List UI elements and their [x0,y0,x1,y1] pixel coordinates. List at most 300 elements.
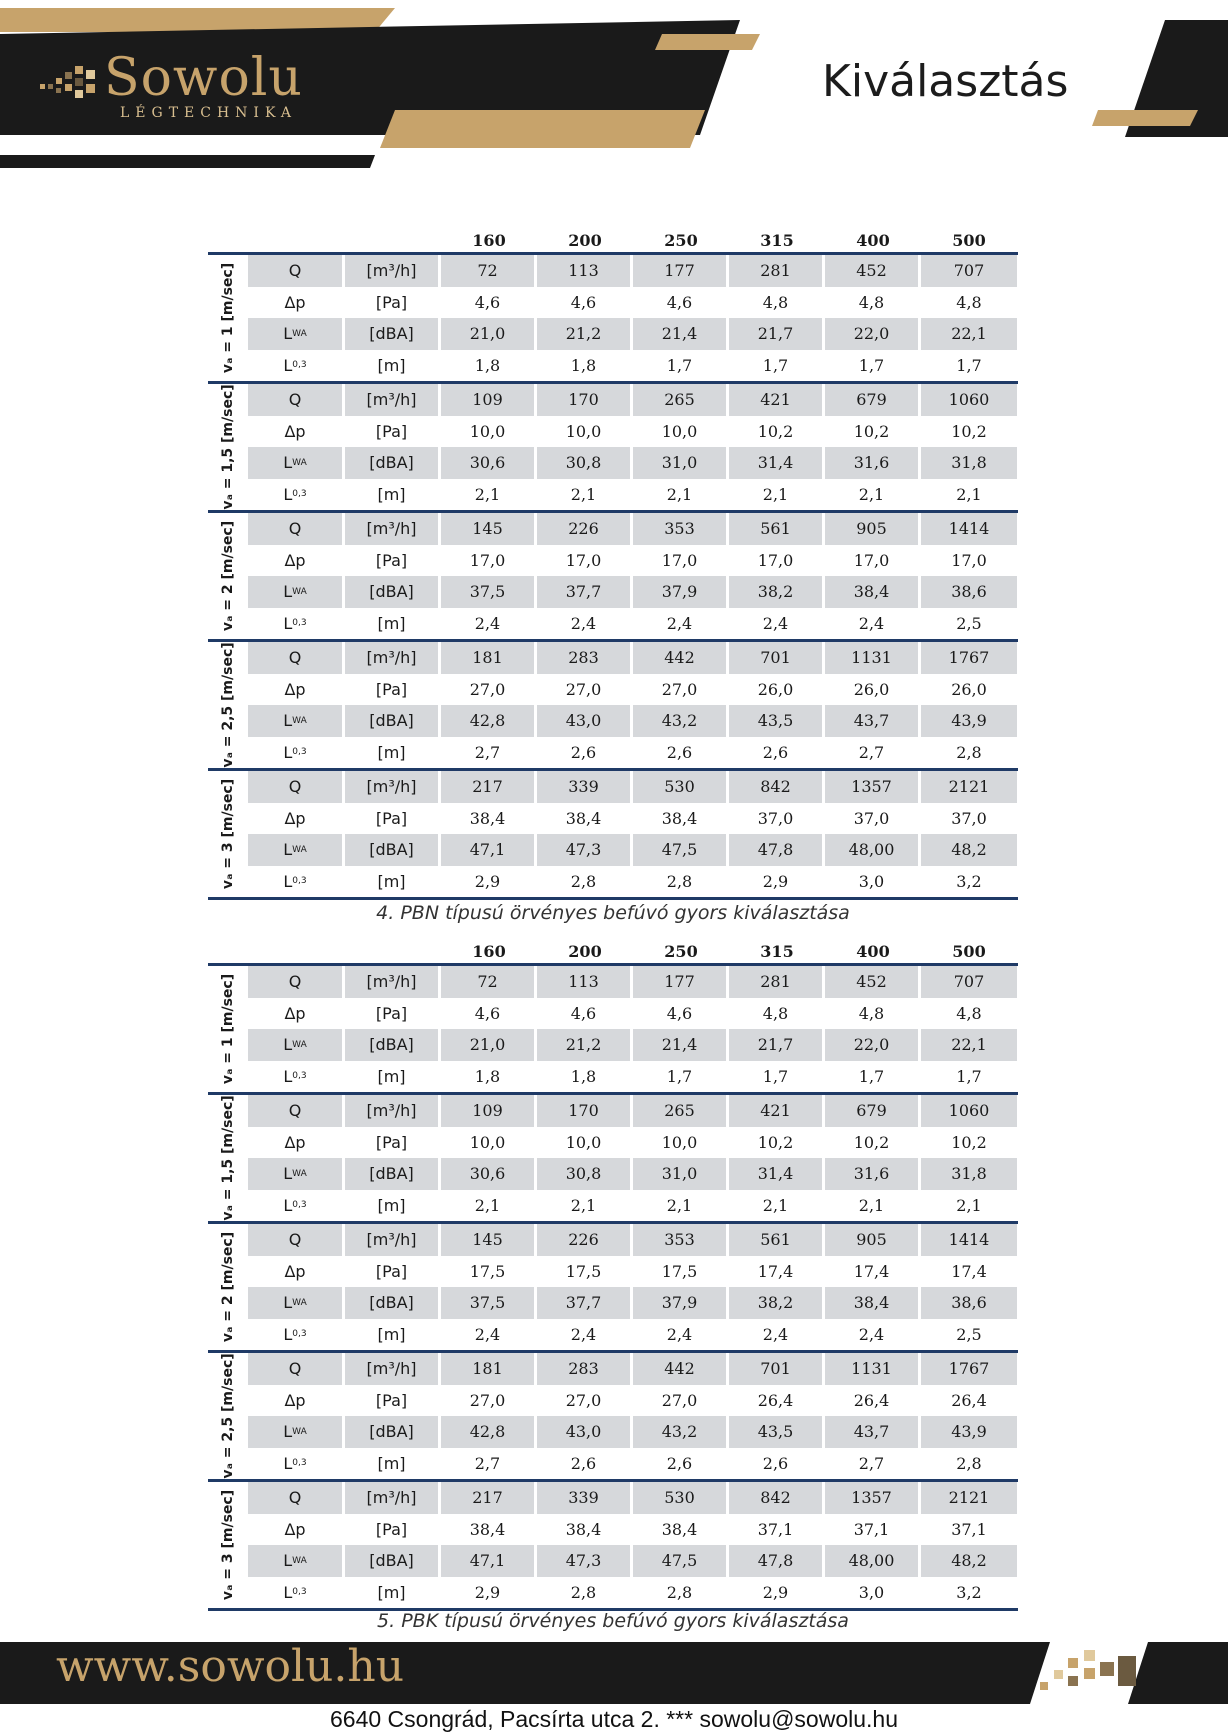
table-cell: 3,0 [825,1577,921,1609]
header-gold-stripe-bottom [380,110,705,148]
footer-website-link[interactable]: www.sowolu.hu [56,1641,405,1692]
velocity-group [208,510,1018,639]
table-cell: 37,5 [441,1287,537,1319]
table-cell: 421 [729,1095,825,1127]
table-cell: 22,1 [921,1029,1017,1061]
table-cell: 37,9 [633,576,729,608]
table-cell: 10,2 [729,1127,825,1159]
pbn-table-caption: 4. PBN típusú örvényes befúvó gyors kiválasztása [376,902,850,924]
table-cell: 4,8 [729,287,825,319]
table-cell: 31,8 [921,447,1017,479]
table-cell: 1,7 [825,350,921,382]
header-gold-stripe-right [655,34,760,50]
velocity-group [208,1092,1018,1221]
table-cell: 26,0 [729,674,825,706]
table-cell: 283 [537,1353,633,1385]
quantity-unit: [m³/h] [345,255,441,287]
table-cell: 37,1 [951,1519,987,1539]
table-cell: 4,8 [729,998,825,1030]
table-cell: 48,00 [825,834,921,866]
table-cell: 2,1 [441,479,537,511]
table-cell: 701 [729,642,825,674]
table-cell: 2,1 [633,1190,729,1222]
velocity-label: vₐ = 1 [m/sec] [220,262,236,374]
table-row [248,1353,1018,1385]
table-cell: 17,5 [441,1256,537,1288]
quantity-symbol: Q [248,1353,345,1385]
table-cell: 26,0 [825,674,921,706]
quantity-unit: [Pa] [345,545,441,577]
table-cell: 2,7 [825,1448,921,1480]
table-row [248,771,1018,803]
quantity-unit: [m] [345,1448,441,1480]
table-cell: 30,8 [537,1158,633,1190]
table-cell: 43,0 [537,705,633,737]
table-cell: 2,8 [537,866,633,898]
table-cell: 1,8 [537,350,633,382]
table-cell: 561 [729,1224,825,1256]
quantity-symbol: L WA [248,1416,345,1448]
table-cell: 1767 [921,642,1017,674]
table-cell: 4,8 [956,292,982,312]
quantity-unit: [dBA] [345,1287,441,1319]
table-cell: 48,2 [921,834,1017,866]
table-cell: 1414 [921,513,1017,545]
quantity-unit: [m³/h] [345,1353,441,1385]
table-cell: 1,7 [729,350,825,382]
logo-subtitle: LÉGTECHNIKA [120,105,297,121]
table-row [248,674,1018,706]
velocity-label: vₐ = 1,5 [m/sec] [220,384,236,510]
velocity-group [208,1221,1018,1350]
table-row [248,1061,1018,1093]
quantity-unit: [m] [345,866,441,898]
table-cell: 43,7 [825,705,921,737]
table-cell: 47,8 [729,1545,825,1577]
quantity-symbol: Q [248,1095,345,1127]
table-cell: 339 [537,771,633,803]
table-cell: 37,5 [441,576,537,608]
table-row [248,287,1018,319]
table-cell: 37,1 [729,1514,825,1546]
table-cell: 2,6 [729,737,825,769]
table-cell: 2,4 [825,1319,921,1351]
footer-mosaic-icon [1040,1650,1136,1690]
table-cell: 339 [537,1482,633,1514]
table-row [248,866,1018,898]
table-cell: 43,2 [633,1416,729,1448]
quantity-symbol: L 0,3 [248,866,345,898]
table-cell: 2,1 [729,1190,825,1222]
table-row [248,1029,1018,1061]
table-cell: 38,4 [633,1514,729,1546]
table-cell: 43,5 [729,705,825,737]
table-cell: 27,0 [633,1385,729,1417]
quantity-unit: [dBA] [345,447,441,479]
table-cell: 1060 [921,384,1017,416]
quantity-unit: [Pa] [345,1385,441,1417]
table-row [248,1514,1018,1546]
header-gold-corner [1092,110,1198,126]
table-cell: 2,4 [537,1319,633,1351]
table-cell: 10,2 [951,421,987,441]
table-cell: 2,7 [825,737,921,769]
table-cell: 2,4 [729,1319,825,1351]
table-cell: 43,9 [921,1416,1017,1448]
quantity-symbol: L WA [248,318,345,350]
quantity-unit: [m] [345,350,441,382]
table-cell: 4,8 [825,998,921,1030]
table-cell: 442 [633,1353,729,1385]
table-row [248,608,1018,640]
column-header-315: 315 [760,231,794,250]
table-cell: 2,1 [825,479,921,511]
quantity-symbol: L WA [248,1029,345,1061]
table-cell: 2121 [921,1482,1017,1514]
table-cell: 679 [825,1095,921,1127]
table-cell: 2,4 [441,608,537,640]
quantity-symbol: L WA [248,576,345,608]
table-cell: 1,8 [441,1061,537,1093]
table-cell: 1357 [825,1482,921,1514]
table-cell: 2121 [921,771,1017,803]
table-cell: 701 [729,1353,825,1385]
quantity-unit: [dBA] [345,1416,441,1448]
quantity-symbol: Δp [248,1514,345,1546]
table-cell: 17,0 [441,545,537,577]
pbk-selection-table [208,933,1018,1611]
quantity-symbol: L WA [248,705,345,737]
table-cell: 2,1 [729,479,825,511]
quantity-unit: [m³/h] [345,384,441,416]
table-cell: 1,7 [729,1061,825,1093]
table-cell: 1767 [921,1353,1017,1385]
quantity-unit: [Pa] [345,416,441,448]
table-row [248,1224,1018,1256]
table-cell: 1,7 [825,1061,921,1093]
table-cell: 31,0 [633,1158,729,1190]
quantity-symbol: L WA [248,1287,345,1319]
velocity-label: vₐ = 2 [m/sec] [220,1231,236,1343]
quantity-unit: [m] [345,1577,441,1609]
column-header-160: 160 [472,942,506,961]
quantity-unit: [m] [345,479,441,511]
table-cell: 2,6 [537,737,633,769]
quantity-symbol: L 0,3 [248,737,345,769]
table-cell: 47,1 [441,1545,537,1577]
column-header-row [208,933,1018,963]
table-cell: 47,1 [441,834,537,866]
table-cell: 2,7 [441,737,537,769]
table-cell: 3,0 [825,866,921,898]
table-cell: 37,0 [951,808,987,828]
quantity-unit: [Pa] [345,287,441,319]
table-cell: 31,4 [729,447,825,479]
table-cell: 10,2 [825,1127,921,1159]
table-cell: 4,8 [956,1003,982,1023]
velocity-group [208,252,1018,381]
table-cell: 4,8 [825,287,921,319]
table-cell: 905 [825,513,921,545]
quantity-symbol: Δp [248,545,345,577]
table-cell: 21,0 [441,318,537,350]
table-cell: 1131 [825,1353,921,1385]
table-cell: 21,4 [633,318,729,350]
table-cell: 113 [537,255,633,287]
table-row [248,1577,1018,1609]
quantity-symbol: Δp [248,1385,345,1417]
table-cell: 353 [633,1224,729,1256]
column-header-200: 200 [568,942,602,961]
table-cell: 30,8 [537,447,633,479]
table-cell: 27,0 [441,1385,537,1417]
velocity-group [208,639,1018,768]
velocity-label: vₐ = 3 [m/sec] [220,778,236,890]
quantity-symbol: Q [248,255,345,287]
quantity-symbol: Δp [248,1127,345,1159]
table-cell: 2,9 [441,1577,537,1609]
table-cell: 21,0 [441,1029,537,1061]
table-cell: 217 [441,1482,537,1514]
quantity-symbol: L WA [248,1545,345,1577]
table-cell: 38,2 [729,576,825,608]
table-cell: 2,8 [633,1577,729,1609]
table-cell: 17,0 [729,545,825,577]
quantity-symbol: Q [248,771,345,803]
quantity-symbol: L WA [248,1158,345,1190]
table-cell: 2,9 [441,866,537,898]
table-cell: 2,4 [825,608,921,640]
table-row [248,1256,1018,1288]
quantity-symbol: L 0,3 [248,1319,345,1351]
table-cell: 37,0 [729,803,825,835]
quantity-unit: [dBA] [345,318,441,350]
column-header-250: 250 [664,231,698,250]
table-cell: 17,4 [951,1261,987,1281]
table-cell: 281 [729,255,825,287]
table-cell: 72 [441,255,537,287]
table-cell: 4,6 [633,287,729,319]
pbn-selection-table [208,222,1018,900]
quantity-unit: [m³/h] [345,1095,441,1127]
table-cell: 38,6 [921,576,1017,608]
table-cell: 2,8 [956,1453,982,1473]
table-cell: 707 [921,966,1017,998]
table-cell: 2,5 [956,613,982,633]
table-cell: 561 [729,513,825,545]
quantity-symbol: Δp [248,674,345,706]
quantity-symbol: Q [248,1482,345,1514]
table-cell: 17,0 [825,545,921,577]
table-cell: 31,6 [825,447,921,479]
quantity-symbol: Q [248,384,345,416]
velocity-label: vₐ = 1 [m/sec] [220,973,236,1085]
quantity-symbol: L WA [248,447,345,479]
table-row [248,1545,1018,1577]
table-cell: 1,7 [633,350,729,382]
pbk-table-caption: 5. PBK típusú örvényes befúvó gyors kiválasztása [377,1610,849,1632]
table-cell: 37,1 [825,1514,921,1546]
quantity-unit: [dBA] [345,576,441,608]
table-cell: 2,4 [633,608,729,640]
table-cell: 1414 [921,1224,1017,1256]
table-cell: 37,9 [633,1287,729,1319]
table-cell: 47,5 [633,1545,729,1577]
table-cell: 22,0 [825,1029,921,1061]
quantity-unit: [m³/h] [345,513,441,545]
table-cell: 17,4 [825,1256,921,1288]
table-cell: 2,1 [825,1190,921,1222]
table-cell: 38,4 [441,1514,537,1546]
quantity-symbol: Δp [248,287,345,319]
table-cell: 109 [441,384,537,416]
table-cell: 2,6 [633,1448,729,1480]
velocity-label: vₐ = 2,5 [m/sec] [220,642,236,768]
table-cell: 10,0 [633,1127,729,1159]
table-cell: 43,2 [633,705,729,737]
velocity-label: vₐ = 1,5 [m/sec] [220,1095,236,1221]
table-cell: 17,5 [537,1256,633,1288]
quantity-unit: [m³/h] [345,1224,441,1256]
table-cell: 38,4 [537,803,633,835]
table-cell: 1,8 [441,350,537,382]
table-cell: 530 [633,771,729,803]
table-row [248,1287,1018,1319]
quantity-unit: [m³/h] [345,642,441,674]
table-row [248,834,1018,866]
table-cell: 2,6 [537,1448,633,1480]
table-cell: 38,2 [729,1287,825,1319]
velocity-group [208,768,1018,900]
table-cell: 47,5 [633,834,729,866]
table-cell: 22,1 [921,318,1017,350]
table-cell: 31,0 [633,447,729,479]
table-cell: 4,6 [633,998,729,1030]
velocity-group [208,1350,1018,1479]
table-cell: 17,0 [537,545,633,577]
quantity-unit: [dBA] [345,834,441,866]
quantity-symbol: L 0,3 [248,1061,345,1093]
quantity-symbol: Δp [248,803,345,835]
table-cell: 2,7 [441,1448,537,1480]
table-cell: 26,0 [951,679,987,699]
quantity-symbol: L 0,3 [248,608,345,640]
table-cell: 181 [441,642,537,674]
table-row [248,384,1018,416]
table-row [248,479,1018,511]
column-header-400: 400 [856,942,890,961]
table-cell: 265 [633,1095,729,1127]
table-cell: 1357 [825,771,921,803]
table-row [248,1127,1018,1159]
table-row [248,1416,1018,1448]
table-cell: 4,6 [441,998,537,1030]
quantity-unit: [m] [345,1190,441,1222]
table-row [248,1158,1018,1190]
table-cell: 10,0 [537,416,633,448]
table-cell: 2,1 [537,479,633,511]
quantity-symbol: L 0,3 [248,350,345,382]
table-cell: 47,8 [729,834,825,866]
quantity-symbol: Q [248,1224,345,1256]
table-cell: 38,6 [921,1287,1017,1319]
table-cell: 283 [537,642,633,674]
logo-name: Sowolu [104,48,303,108]
table-cell: 109 [441,1095,537,1127]
table-cell: 113 [537,966,633,998]
table-cell: 10,2 [951,1132,987,1152]
table-cell: 26,4 [951,1390,987,1410]
table-cell: 452 [825,966,921,998]
table-cell: 48,00 [825,1545,921,1577]
table-cell: 38,4 [537,1514,633,1546]
table-cell: 707 [921,255,1017,287]
table-cell: 38,4 [825,576,921,608]
table-row [248,513,1018,545]
quantity-unit: [m³/h] [345,1482,441,1514]
quantity-symbol: Q [248,966,345,998]
quantity-symbol: L 0,3 [248,479,345,511]
quantity-unit: [m³/h] [345,966,441,998]
quantity-unit: [Pa] [345,1514,441,1546]
table-cell: 72 [441,966,537,998]
table-cell: 21,4 [633,1029,729,1061]
table-cell: 905 [825,1224,921,1256]
quantity-unit: [dBA] [345,1158,441,1190]
quantity-unit: [Pa] [345,1127,441,1159]
table-cell: 2,8 [956,742,982,762]
quantity-unit: [dBA] [345,1029,441,1061]
table-cell: 30,6 [441,447,537,479]
table-row [248,642,1018,674]
table-cell: 3,2 [956,871,982,891]
quantity-unit: [Pa] [345,674,441,706]
table-cell: 2,4 [537,608,633,640]
quantity-unit: [dBA] [345,705,441,737]
quantity-symbol: L WA [248,834,345,866]
velocity-label: vₐ = 2 [m/sec] [220,520,236,632]
table-cell: 4,6 [537,998,633,1030]
table-cell: 842 [729,1482,825,1514]
table-cell: 2,1 [956,484,982,504]
table-cell: 42,8 [441,1416,537,1448]
table-cell: 27,0 [441,674,537,706]
quantity-unit: [m³/h] [345,771,441,803]
table-cell: 2,1 [537,1190,633,1222]
table-cell: 226 [537,1224,633,1256]
table-cell: 42,8 [441,705,537,737]
quantity-symbol: Q [248,513,345,545]
table-cell: 2,9 [729,1577,825,1609]
table-cell: 10,2 [729,416,825,448]
table-cell: 48,2 [921,1545,1017,1577]
table-cell: 281 [729,966,825,998]
table-cell: 21,2 [537,1029,633,1061]
table-row [248,447,1018,479]
table-cell: 10,0 [441,1127,537,1159]
table-row [248,1385,1018,1417]
quantity-unit: [m] [345,1061,441,1093]
table-cell: 1,7 [633,1061,729,1093]
table-cell: 2,6 [729,1448,825,1480]
table-cell: 1,7 [956,355,982,375]
table-cell: 2,6 [633,737,729,769]
table-cell: 145 [441,1224,537,1256]
quantity-symbol: L 0,3 [248,1448,345,1480]
quantity-unit: [Pa] [345,1256,441,1288]
table-cell: 2,4 [441,1319,537,1351]
table-cell: 145 [441,513,537,545]
